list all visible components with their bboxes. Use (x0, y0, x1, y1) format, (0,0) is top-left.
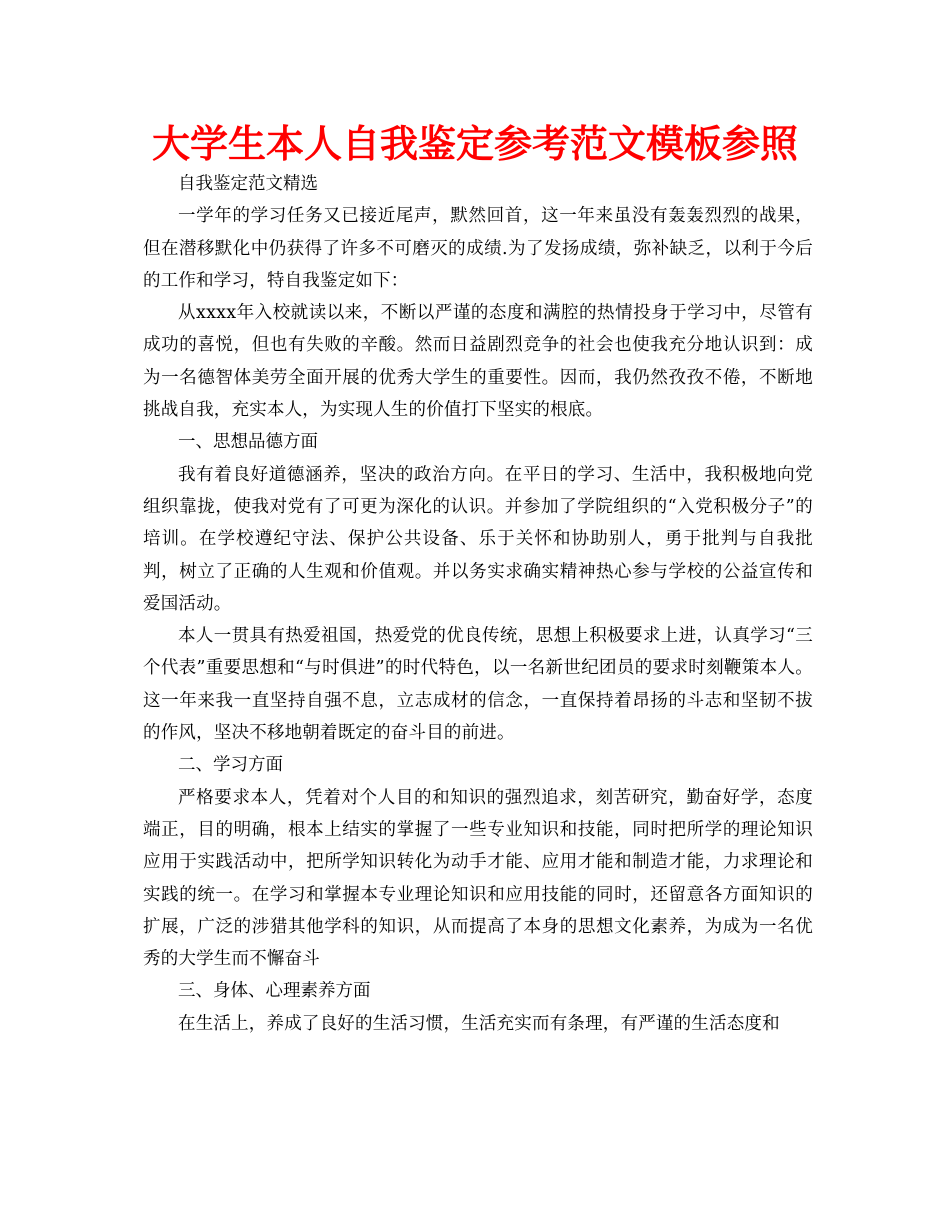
section-heading-health: 三、身体、心理素养方面 (178, 981, 371, 1002)
paragraph-moral-2: 本人一贯具有热爱祖国，热爱党的优良传统，思想上积极要求上进，认真学习“三个代表”重要思想和“与时俱进”的时代特色，以一名新世纪团员的要求时刻鞭策本人。这一年来我一直坚持自强不息，立志成材的信念，一直保持着昂扬的斗志和坚韧不拔的作风，坚决不移地朝着既定的奋斗目的前进。 (143, 626, 813, 744)
section-heading-study: 二、学习方面 (178, 755, 283, 776)
paragraph-health: 在生活上，养成了良好的生活习惯，生活充实而有条理，有严谨的生活态度和 (178, 1013, 780, 1034)
section-heading-moral: 一、思想品德方面 (178, 432, 318, 453)
paragraph-enrollment: 从xxxx年入校就读以来，不断以严谨的态度和满腔的热情投身于学习中，尽管有成功的喜悦，但也有失败的辛酸。然而日益剧烈竞争的社会也使我充分地认识到：成为一名德智体美劳全面开展的优秀大学生的重要性。因而，我仍然孜孜不倦，不断地挑战自我，充实本人，为实现人生的价值打下坚实的根底。 (143, 303, 813, 421)
paragraph-moral-1: 我有着良好道德涵养，坚决的政治方向。在平日的学习、生活中，我积极地向党组织靠拢，使我对党有了可更为深化的认识。并参加了学院组织的“入党积极分子”的培训。在学校遵纪守法、保护公共设备、乐于关怀和协助别人，勇于批判与自我批判，树立了正确的人生观和价值观。并以务实求确实精神热心参与学校的公益宣传和爱国活动。 (143, 464, 813, 614)
document-title: 大学生本人自我鉴定参考范文模板参照 (151, 122, 798, 166)
document-body (143, 168, 813, 1040)
paragraph-intro: 一学年的学习任务又已接近尾声，默然回首，这一年来虽没有轰轰烈烈的战果，但在潜移默化中仍获得了许多不可磨灭的成绩.为了发扬成绩，弥补缺乏，以利于今后的工作和学习，特自我鉴定如下： (143, 206, 813, 291)
subtitle: 自我鉴定范文精选 (178, 174, 318, 194)
paragraph-study: 严格要求本人，凭着对个人目的和知识的强烈追求，刻苦研究，勤奋好学，态度端正，目的明确，根本上结实的掌握了一些专业知识和技能，同时把所学的理论知识应用于实践活动中，把所学知识转化为动手才能、应用才能和制造才能，力求理论和实践的统一。在学习和掌握本专业理论知识和应用技能的同时，还留意各方面知识的扩展，广泛的涉猎其他学科的知识，从而提高了本身的思想文化素养，为成为一名优秀的大学生而不懈奋斗 (143, 787, 813, 970)
